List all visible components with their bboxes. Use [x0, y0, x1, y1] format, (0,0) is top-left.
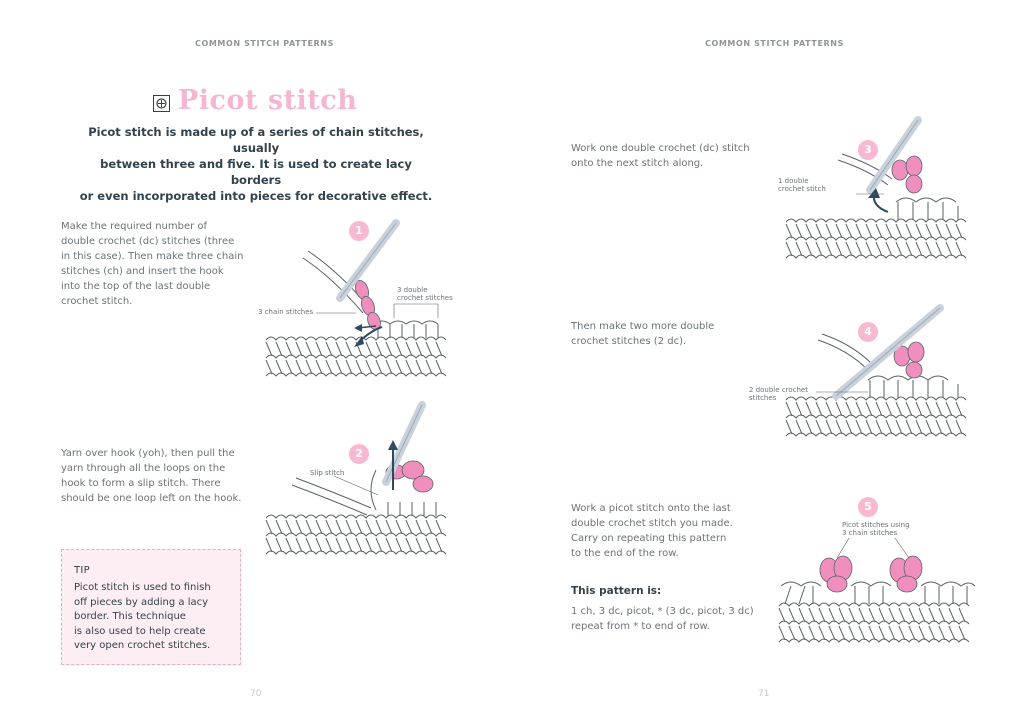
label-line: 2 double crochet — [749, 386, 808, 394]
step-badge-3: 3 — [858, 140, 878, 160]
text-line: crochet stitch. — [61, 296, 133, 307]
label-3-chain-stitches: 3 chain stitches — [258, 308, 314, 316]
text-line: Yarn over hook (yoh), then pull the — [61, 448, 235, 459]
text-line: double crochet stitch you made. — [571, 518, 733, 529]
figure-step-2 — [258, 400, 458, 560]
page-title: Picot stitch — [178, 85, 358, 116]
label-picot-stitches — [842, 521, 910, 537]
figure-step-5 — [775, 530, 980, 655]
intro-line: between three and five. It is used to create lacy borders — [100, 157, 412, 187]
step2-instructions — [61, 446, 251, 506]
tip-line: border. This technique — [74, 611, 186, 622]
text-line: into the top of the last double — [61, 281, 211, 292]
tip-box — [61, 549, 241, 665]
text-line: should be one loop left on the hook. — [61, 493, 242, 504]
text-line: in this case). Then make three chain — [61, 251, 244, 262]
step3-instructions — [571, 141, 771, 171]
text-line: Work a picot stitch onto the last — [571, 503, 731, 514]
label-3-dc-stitches — [397, 286, 453, 302]
text-line: hook to form a slip stitch. There — [61, 478, 221, 489]
intro-line: or even incorporated into pieces for decorative effect. — [79, 189, 433, 203]
running-head-right: COMMON STITCH PATTERNS — [705, 39, 844, 48]
step5-instructions — [571, 501, 771, 561]
step-badge-5: 5 — [858, 497, 878, 517]
label-line: 3 double — [397, 286, 428, 294]
label-line: 1 double — [778, 177, 809, 185]
step-badge-1: 1 — [349, 221, 369, 241]
text-line: crochet stitches (2 dc). — [571, 336, 687, 347]
label-line: Picot stitches using — [842, 521, 910, 529]
text-line: yarn through all the loops on the — [61, 463, 226, 474]
pattern-text — [571, 604, 771, 634]
label-1-dc — [778, 177, 826, 193]
step-badge-4: 4 — [858, 322, 878, 342]
crochet-symbol-icon — [153, 95, 170, 112]
text-line: Make the required number of — [61, 221, 208, 232]
running-head-left: COMMON STITCH PATTERNS — [195, 39, 334, 48]
tip-title: TIP — [74, 565, 90, 576]
tip-line: Picot stitch is used to finish — [74, 582, 211, 593]
step4-instructions — [571, 319, 771, 349]
text-line: stitches (ch) and insert the hook — [61, 266, 224, 277]
intro-line: Picot stitch is made up of a series of chain stitches, usually — [88, 125, 424, 155]
text-line: 1 ch, 3 dc, picot, * (3 dc, picot, 3 dc) — [571, 606, 754, 617]
pattern-heading: This pattern is: — [571, 585, 662, 597]
step1-instructions — [61, 219, 251, 309]
tip-line: is also used to help create — [74, 625, 206, 637]
label-line: crochet stitch — [778, 185, 826, 193]
text-line: Then make two more double — [571, 321, 715, 332]
text-line: to the end of the row. — [571, 548, 679, 559]
text-line: Work one double crochet (dc) stitch — [571, 143, 750, 154]
text-line: Carry on repeating this pattern — [571, 533, 727, 544]
label-line: stitches — [749, 394, 777, 402]
tip-line: off pieces by adding a lacy — [74, 596, 209, 608]
text-line: onto the next stitch along. — [571, 158, 704, 169]
figure-step-4 — [778, 300, 978, 445]
page-number-right: 71 — [758, 689, 770, 699]
page-number-left: 70 — [250, 689, 262, 699]
label-line: 3 chain stitches — [842, 529, 898, 537]
label-slip-stitch: Slip stitch — [310, 469, 345, 477]
text-line: repeat from * to end of row. — [571, 621, 710, 632]
label-2-dc — [749, 386, 808, 402]
tip-line: very open crochet stitches. — [74, 640, 211, 651]
label-line: crochet stitches — [397, 294, 453, 302]
figure-step-1 — [258, 218, 458, 388]
step-badge-2: 2 — [349, 444, 369, 464]
intro-paragraph — [78, 124, 434, 204]
text-line: double crochet (dc) stitches (three — [61, 236, 235, 247]
